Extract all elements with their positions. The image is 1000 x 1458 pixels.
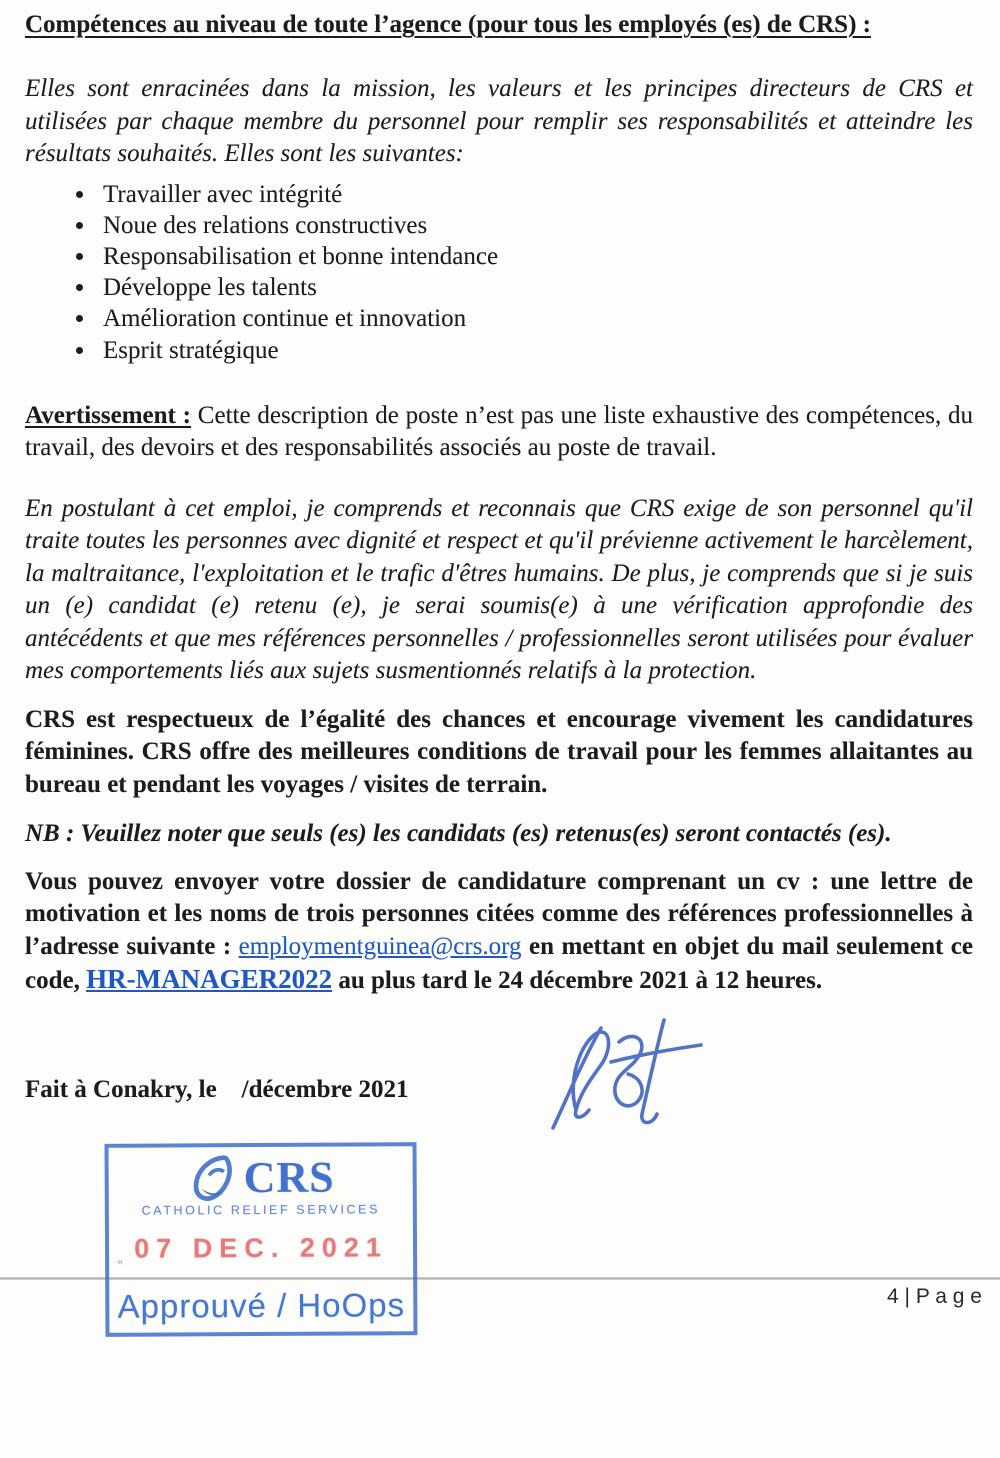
- list-item: • Travailler avec intégrité: [97, 179, 973, 210]
- application-paragraph: [25, 866, 973, 998]
- page-number: 4 | P a g e: [887, 1285, 982, 1308]
- job-code-link[interactable]: HR-MANAGER2022: [86, 964, 333, 995]
- stamp-smudge: «: [117, 1253, 124, 1268]
- approval-stamp: [104, 1142, 417, 1337]
- equal-opportunity-paragraph: CRS est respectueux de l’égalité des chances et encourage vivement les candidatures féminines. CRS offre des meilleures conditions de travail pour les femmes allaitantes au bureau et pendant les voyages / visites de terrain.: [25, 705, 973, 798]
- stamp-logo-text: CRS: [243, 1152, 335, 1203]
- list-item: • Développe les talents: [97, 272, 973, 303]
- stamp-logo-caption: CATHOLIC RELIEF SERVICES: [141, 1202, 381, 1218]
- signature: [523, 1002, 708, 1142]
- place-date-line: Fait à Conakry, le /décembre 2021: [25, 1075, 409, 1103]
- list-item: • Responsabilisation et bonne intendance: [97, 241, 973, 272]
- warning-label: Avertissement :: [25, 401, 191, 429]
- document-title: Compétences au niveau de toute l’agence (pour tous les employés (es) de CRS) :: [25, 11, 871, 38]
- application-text-3: au plus tard le 24 décembre 2021 à 12 heures.: [332, 967, 823, 995]
- email-link[interactable]: employmentguinea@crs.org: [238, 932, 522, 960]
- application-text-2: en mettant en objet du mail seulement ce code,: [25, 932, 973, 995]
- warning-paragraph: [25, 400, 973, 465]
- stamp-logo: [109, 1150, 413, 1206]
- signature-scribble-icon: [523, 1002, 708, 1142]
- list-item: • Esprit stratégique: [97, 335, 973, 366]
- stamp-date: 07 DEC. 2021: [134, 1232, 388, 1264]
- declaration-paragraph: En postulant à cet emploi, je comprends et reconnais que CRS exige de son personnel qu'il traite toutes les personnes avec dignité et respect et qu'il prévienne activement le harcèlement, la maltraitance, l'exploitation et le trafic d'êtres humains. De plus, je comprends que si je suis un (e) candidat (e) retenu (e), je serai soumis(e) à une vérification approfondie des antécédents et que mes références personnelles / professionnelles seront utilisées pour évaluer mes comportements liés aux sujets susmentionnés relatifs à la protection.: [25, 494, 973, 685]
- nb-note: NB : Veuillez noter que seuls (es) les candidats (es) retenus(es) seront contactés (es).: [25, 820, 892, 848]
- competency-list: [25, 179, 973, 366]
- application-text-1: Vous pouvez envoyer votre dossier de candidature comprenant un cv : une lettre de motivation et les noms de trois personnes citées comme des références professionnelles à l’adresse suivante :: [25, 867, 973, 960]
- stamp-approval-text: Approuvé / HoOps: [117, 1286, 406, 1325]
- warning-text: Cette description de poste n’est pas une liste exhaustive des compétences, du travail, des devoirs et des responsabilités associés au poste de travail.: [25, 401, 973, 462]
- list-item: • Noue des relations constructives: [97, 210, 973, 241]
- intro-paragraph: Elles sont enracinées dans la mission, les valeurs et les principes directeurs de CRS et utilisées par chaque membre du personnel pour remplir ses responsabilités et atteindre les résultats souhaités. Elles sont les suivantes:: [25, 75, 973, 167]
- list-item: • Amélioration continue et innovation: [97, 303, 973, 334]
- crs-logo-icon: [187, 1151, 243, 1205]
